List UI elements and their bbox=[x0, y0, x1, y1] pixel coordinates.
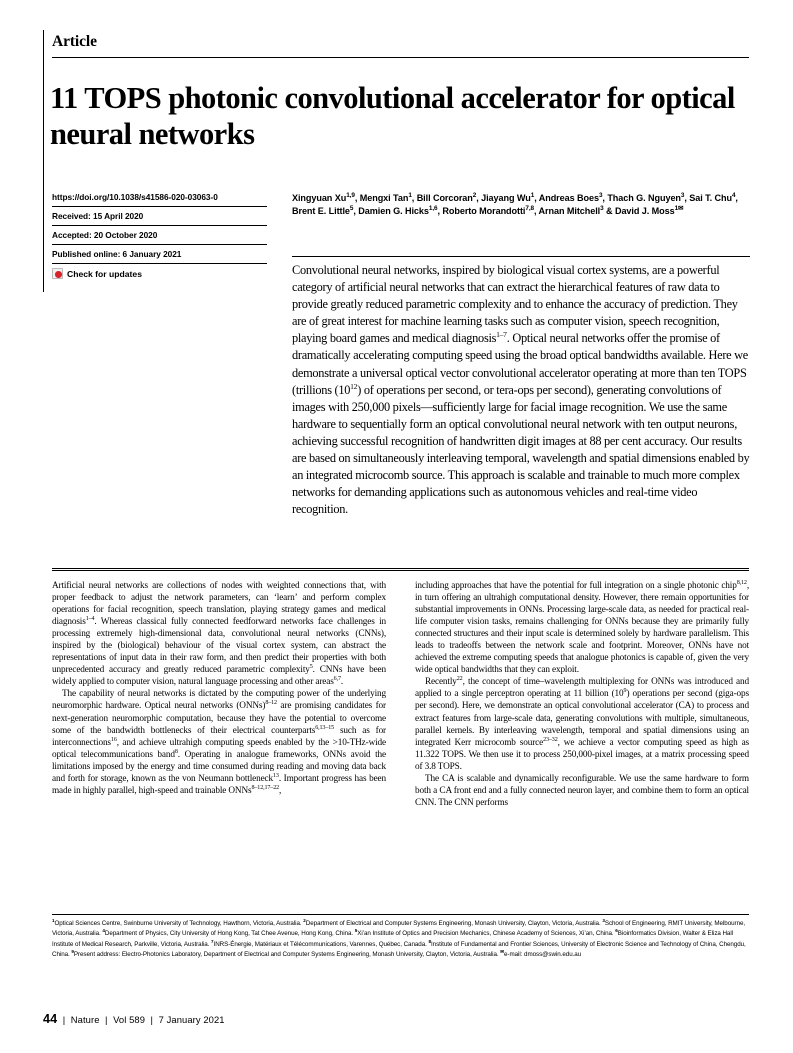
affiliations-divider bbox=[52, 914, 749, 915]
body-paragraph: Artificial neural networks are collections of nodes with weighted connections that, with proper feedback to adjust the network parameters, can ‘learn’ and perform complex operations for facial recognition, speech translation, playing strategy games and medical diagnosis$^{1-4}$. Whereas classical fully connected feedforward networks face challenges in processing extremely high-dimensional data, convolutional neural networks (CNNs), inspired by the (biological) behaviour of the visual cortex system, can abstract the representations of input data in their raw form, and then predict their properties with both unprecedented accuracy and greatly reduced parametric complexity$^5$. CNNs have been widely applied to computer vision, natural language processing and other areas$^{6,7}$. bbox=[52, 581, 386, 688]
abstract-divider bbox=[292, 256, 750, 257]
footer-date: 7 January 2021 bbox=[158, 1014, 225, 1025]
footer-volume: Vol 589 bbox=[113, 1014, 146, 1025]
crossmark-icon bbox=[52, 268, 63, 279]
accepted-date: Accepted: 20 October 2020 bbox=[52, 225, 267, 244]
author-list: Xingyuan Xu$^{1,9}$, Mengxi Tan$^1$, Bill Corcoran$^2$, Jiayang Wu$^1$, Andreas Boes$^3$, Thach G. Nguyen$^3$, Sai T. Chu$^4$, Brent E. Little$^5$, Damien G. Hicks$^{1,6}$, Roberto Morandotti$^{7,8}$, Arnan Mitchell$^3$ & David J. Moss$^{1✉}$ bbox=[292, 191, 738, 217]
check-for-updates-label: Check for updates bbox=[67, 268, 142, 279]
doi-link[interactable]: https://doi.org/10.1038/s41586-020-03063-0 bbox=[52, 191, 218, 202]
article-kicker: Article bbox=[52, 33, 97, 50]
footer-separator-3: | bbox=[150, 1014, 154, 1025]
body-column-right bbox=[415, 580, 749, 809]
published-date: Published online: 6 January 2021 bbox=[52, 244, 267, 263]
received-date: Received: 15 April 2020 bbox=[52, 206, 267, 225]
page-footer bbox=[43, 1012, 225, 1026]
footer-separator-2: | bbox=[105, 1014, 108, 1025]
article-metadata bbox=[52, 188, 267, 279]
header-left-rule bbox=[43, 30, 44, 292]
footer-separator-1: | bbox=[62, 1014, 66, 1025]
kicker-divider bbox=[52, 57, 749, 58]
body-paragraph: The CA is scalable and dynamically reconfigurable. We use the same hardware to form both a CA front end and a fully connected neuron layer, and combine them to form an optical CNN. The CNN performs bbox=[415, 773, 749, 808]
body-column-left bbox=[52, 580, 386, 809]
affiliations: $^1$Optical Sciences Centre, Swinburne University of Technology, Hawthorn, Victoria, Australia. $^2$Department of Electrical and Computer Systems Engineering, Monash University, Clayton, Victoria, Australia. $^3$School of Engineering, RMIT University, Melbourne, Victoria, Australia. $^4$Department of Physics, City University of Hong Kong, Tat Chee Avenue, Hong Kong, China. $^5$Xi’an Institute of Optics and Precision Mechanics, Chinese Academy of Sciences, Xi’an, China. $^6$Bioinformatics Division, Walter & Eliza Hall Institute of Medical Research, Parkville, Victoria, Australia. $^7$INRS-Énergie, Matériaux et Télécommunications, Varennes, Québec, Canada. $^8$Institute of Fundamental and Frontier Sciences, University of Electronic Science and Technology of China, Chengdu, China. $^9$Present address: Electro-Photonics Laboratory, Department of Electrical and Computer Systems Engineering, Monash University, Clayton, Victoria, Australia. ✉e-mail: dmoss@swin.edu.au bbox=[52, 917, 746, 958]
page-title: 11 TOPS photonic convolutional accelerator for optical neural networks bbox=[50, 81, 735, 152]
body-paragraph: Recently$^{22}$, the concept of time–wavelength multiplexing for ONNs was introduced and applied to a single perceptron operating at 11 billion $(10^9)$ operations per second (giga-ops per second). Here, we demonstrate an optical convolutional accelerator (CA) to process and extract features from large-scale data, generating convolutions with multiple, simultaneous, parallel kernels. By interleaving wavelength, temporal and spatial dimensions using an integrated Kerr microcomb source$^{23-32}$, we achieve a vector computing speed as high as 11.322 TOPS. We then use it to process 250,000-pixel images, at a matrix processing speed of 3.8 TOPS. bbox=[415, 676, 749, 772]
abstract: Convolutional neural networks, inspired by biological visual cortex systems, are a powerful category of artificial neural networks that can extract the hierarchical features of raw data to provide greatly reduced parametric complexity and to enhance the accuracy of prediction. They are of great interest for machine learning tasks such as computer vision, speech recognition, playing board games and medical diagnosis$^{1-7}$. Optical neural networks offer the promise of dramatically accelerating computing speed using the broad optical bandwidths available. Here we demonstrate a universal optical vector convolutional accelerator operating at more than ten TOPS (trillions $(10^{12})$ of operations per second, or tera-ops per second), generating convolutions of images with 250,000 pixels—sufficiently large for facial image recognition. We use the same hardware to sequentially form an optical convolutional neural network with ten output neurons, achieving successful recognition of handwritten digit images at 88 per cent accuracy. Our results are based on simultaneously interleaving temporal, wavelength and spatial dimensions enabled by an integrated microcomb source. This approach is scalable and trainable to much more complex networks for demanding applications such as autonomous vehicles and real-time video recognition. bbox=[292, 263, 750, 517]
body-paragraph: The capability of neural networks is dictated by the computing power of the underlying neuromorphic hardware. Optical neural networks (ONNs)$^{8-12}$ are promising candidates for next-generation neuromorphic computation, because they have the potential to overcome some of the bandwidth bottlenecks of their electrical counterparts$^{6,13-15}$ such as for interconnections$^{16}$, and achieve ultrahigh computing speeds enabled by the >10-THz-wide optical telecommunications band$^8$. Operating in analogue frameworks, ONNs avoid the limitations imposed by the energy and time consumed during reading and moving data back and forth for storage, known as the von Neumann bottleneck$^{13}$. Important progress has been made in highly parallel, high-speed and trainable ONNs$^{8-12,17-22}$, bbox=[52, 689, 386, 796]
body-divider bbox=[52, 568, 749, 571]
body-columns bbox=[52, 580, 749, 809]
footer-journal: Nature bbox=[70, 1014, 100, 1025]
footer-page-number: 44 bbox=[43, 1012, 58, 1026]
body-paragraph: including approaches that have the potential for full integration on a single photonic chip$^{8,12}$, in turn offering an ultrahigh computational density. However, there remain opportunities for substantial improvements in ONNs. Processing large-scale data, as needed for practical real-life computer vision tasks, remains challenging for ONNs because they are primarily fully connected structures and their input scale is determined solely by hardware parallelism. This leads to tradeoffs between the network scale and footprint. Moreover, ONNs have not achieved the extreme computing speeds that analogue photonics is capable of, given the very wide optical bandwidths that they can exploit. bbox=[415, 579, 749, 676]
check-for-updates[interactable] bbox=[52, 263, 267, 279]
